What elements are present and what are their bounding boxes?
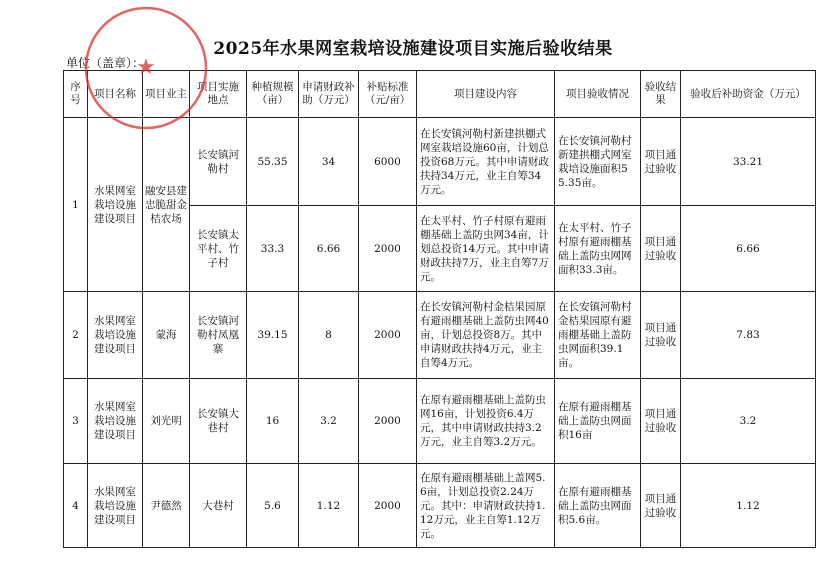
project-owner: 刘光明: [143, 379, 190, 464]
project-name: 水果网室栽培设施建设项目: [88, 292, 143, 379]
acceptance-result: 项目通过验收: [641, 118, 681, 206]
final-subsidy: 1.12: [681, 464, 816, 548]
project-owner: 尹德然: [143, 464, 190, 548]
acceptance-result: 项目通过验收: [641, 464, 681, 548]
construction-content: 在原有避雨棚基础上盖防虫网16亩，计划投资6.4万元，其中申请财政扶持3.2万元，业主自筹3.2万元。: [417, 379, 555, 464]
acceptance-result: 项目通过验收: [641, 206, 681, 292]
planting-scale: 16: [247, 379, 299, 464]
acceptance-situation: 在原有避雨棚基础上盖防虫网面积16亩: [555, 379, 641, 464]
header-cell: 项目建设内容: [417, 71, 555, 118]
subsidy-standard: 2000: [359, 379, 417, 464]
row-number: 3: [64, 379, 88, 464]
construction-content: 在长安镇河勒村新建拱棚式网室栽培设施60亩，计划总投资68万元。其中申请财政扶持34万元，业主自筹34万元。: [417, 118, 555, 206]
project-name: 水果网室栽培设施建设项目: [88, 464, 143, 548]
header-cell: 申请财政补助（万元）: [299, 71, 359, 118]
requested-subsidy: 1.12: [299, 464, 359, 548]
acceptance-situation: 在长安镇河勒村新建拱棚式网室栽培设施面积55.35亩。: [555, 118, 641, 206]
final-subsidy: 7.83: [681, 292, 816, 379]
header-cell: 验收结果: [641, 71, 681, 118]
header-cell: 种植规模（亩）: [247, 71, 299, 118]
unit-label: 单位（盖章）：: [66, 56, 145, 70]
project-name: 水果网室栽培设施建设项目: [88, 379, 143, 464]
project-location: 长安镇河勒村: [190, 118, 247, 206]
acceptance-situation: 在原有避雨棚基础上盖防虫网面积5.6亩。: [555, 464, 641, 548]
project-location: 长安镇河勒村凤凰寨: [190, 292, 247, 379]
row-number: 2: [64, 292, 88, 379]
acceptance-result: 项目通过验收: [641, 292, 681, 379]
subsidy-standard: 2000: [359, 292, 417, 379]
row-number: 1: [64, 118, 88, 292]
seal-star-icon: ★: [136, 55, 156, 80]
construction-content: 在原有避雨棚基础上盖网5.6亩，计划总投资2.24万元。其中：申请财政扶持1.12万元，业主自筹1.12万元。: [417, 464, 555, 548]
requested-subsidy: 3.2: [299, 379, 359, 464]
acceptance-situation: 在太平村、竹子村原有避雨棚基础上盖防虫网网面积33.3亩。: [555, 206, 641, 292]
header-cell: 项目实施地点: [190, 71, 247, 118]
project-location: 长安镇太平村、竹子村: [190, 206, 247, 292]
planting-scale: 5.6: [247, 464, 299, 548]
header-cell: 验收后补助资金（万元）: [681, 71, 816, 118]
final-subsidy: 33.21: [681, 118, 816, 206]
table-row: [64, 464, 816, 548]
acceptance-situation: 在长安镇河勒村金桔果园原有避雨棚基础上盖防虫网面积39.1亩。: [555, 292, 641, 379]
acceptance-result: 项目通过验收: [641, 379, 681, 464]
requested-subsidy: 34: [299, 118, 359, 206]
subsidy-standard: 2000: [359, 206, 417, 292]
project-location: 大巷村: [190, 464, 247, 548]
project-name: 水果网室栽培设施建设项目: [88, 118, 143, 292]
requested-subsidy: 6.66: [299, 206, 359, 292]
header-cell: 补贴标准（元/亩）: [359, 71, 417, 118]
project-owner: 蒙海: [143, 292, 190, 379]
construction-content: 在太平村、竹子村原有避雨棚基础上盖防虫网34亩，计划总投资14万元。其中申请财政扶持7万，业主自筹7万元。: [417, 206, 555, 292]
table-header: [64, 71, 816, 118]
project-owner: 融安县建忠脆甜金桔农场: [143, 118, 190, 292]
requested-subsidy: 8: [299, 292, 359, 379]
planting-scale: 33.3: [247, 206, 299, 292]
acceptance-table: [63, 70, 816, 548]
header-cell: 项目名称: [88, 71, 143, 118]
header-cell: 项目业主: [143, 71, 190, 118]
planting-scale: 39.15: [247, 292, 299, 379]
project-location: 长安镇大巷村: [190, 379, 247, 464]
subsidy-standard: 2000: [359, 464, 417, 548]
header-cell: 项目验收情况: [555, 71, 641, 118]
table-row: [64, 379, 816, 464]
final-subsidy: 3.2: [681, 379, 816, 464]
table-row: [64, 292, 816, 379]
table-row: [64, 118, 816, 206]
final-subsidy: 6.66: [681, 206, 816, 292]
planting-scale: 55.35: [247, 118, 299, 206]
header-cell: 序号: [64, 71, 88, 118]
row-number: 4: [64, 464, 88, 548]
document-title: 2025年水果网室栽培设施建设项目实施后验收结果: [213, 39, 613, 59]
subsidy-standard: 6000: [359, 118, 417, 206]
construction-content: 在长安镇河勒村金桔果园原有避雨棚基础上盖防虫网40亩，计划总投资8万。其中申请财政扶持4万元，业主自筹4万元。: [417, 292, 555, 379]
